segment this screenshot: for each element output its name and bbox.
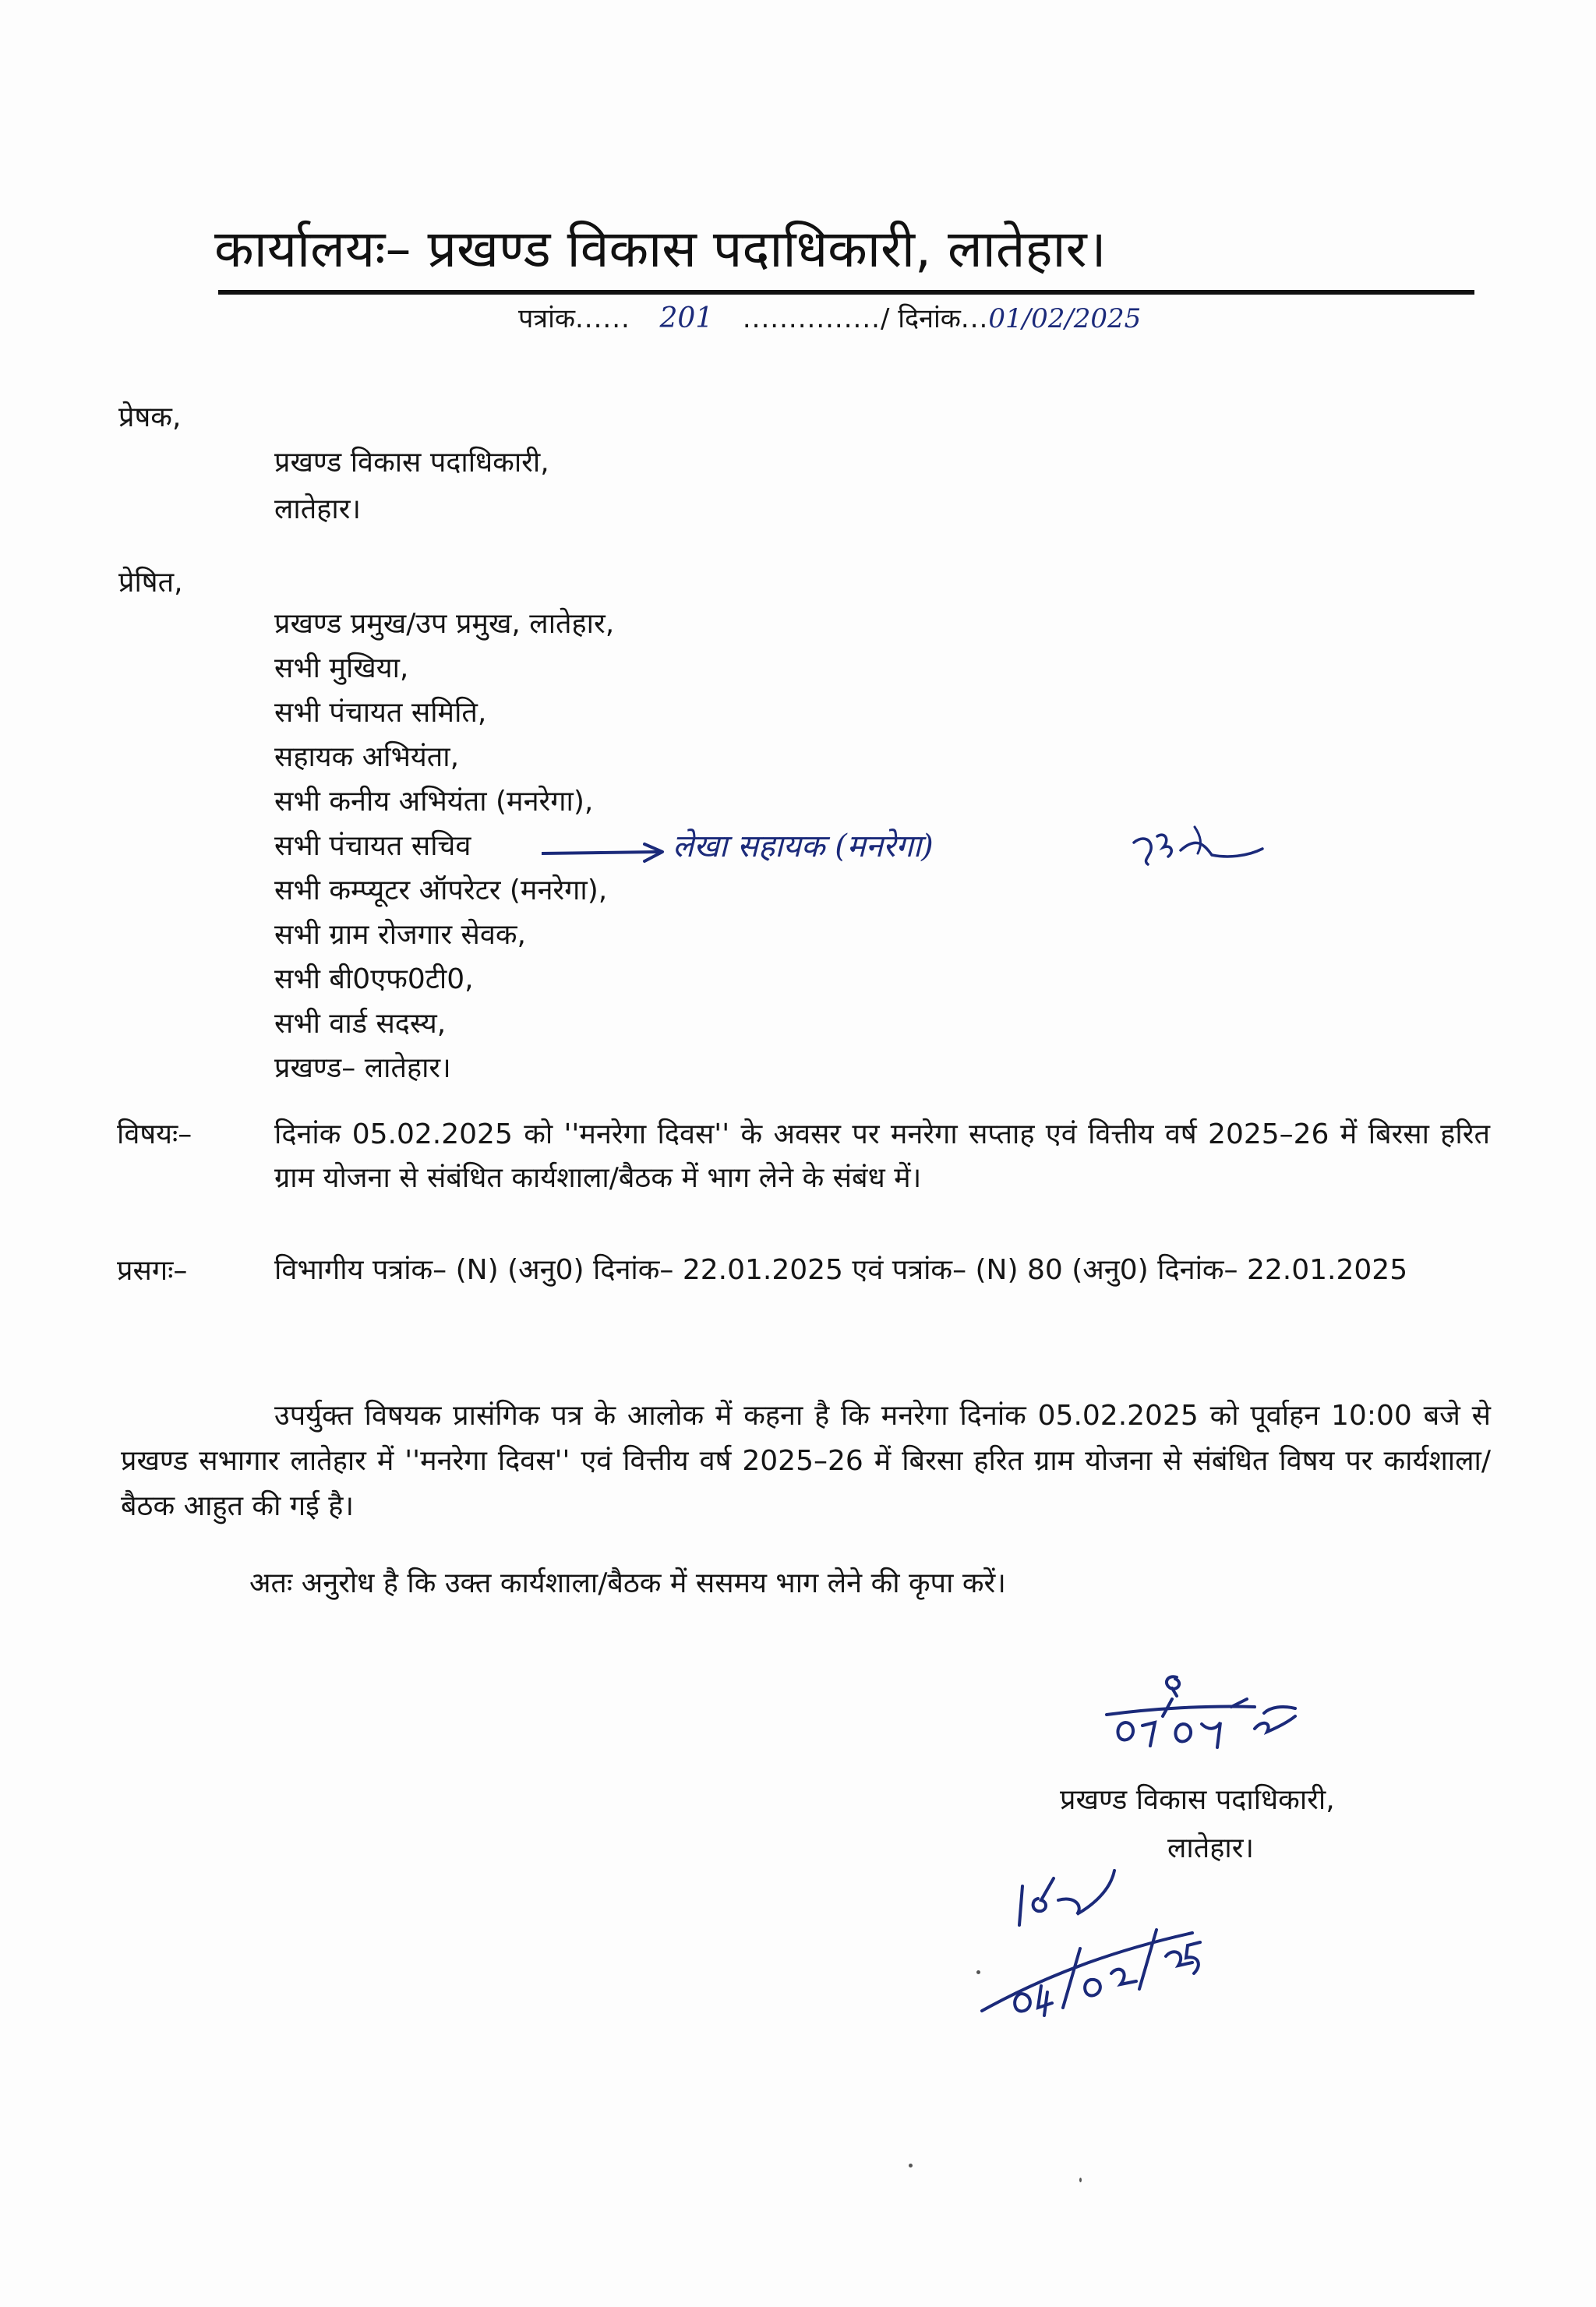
date-value: 01/02/2025 [988, 303, 1142, 334]
recipients-label: प्रेषित, [118, 567, 183, 599]
scan-speck [976, 1970, 980, 1974]
dotted-leader: ... [960, 303, 989, 334]
recipient-line: सभी पंचायत समिति, [274, 697, 487, 729]
recipient-line: प्रखण्ड प्रमुख/उप प्रमुख, लातेहार, [274, 608, 615, 640]
recipient-line: सभी पंचायत सचिव [274, 830, 471, 862]
sender-line: लातेहार। [274, 493, 362, 525]
sender-label: प्रेषक, [118, 401, 182, 433]
body-paragraph: उपर्युक्त विषयक प्रासंगिक पत्र के आलोक में कहना है कि मनरेगा दिनांक 05.02.2025 को पूर्वाहन 10:00 बजे से प्रखण्ड सभागार लातेहार में ''मनरेगा दिवस'' एवं वित्तीय वर्ष 2025–26 में बिरसा हरित ग्राम योजना से संबंधित विषय पर कार्यशाला/बैठक आहुत की गई है। [121, 1400, 1491, 1522]
reference-line [518, 299, 1142, 338]
title-underline [218, 290, 1474, 295]
reference-label: प्रसगः– [117, 1255, 188, 1287]
ref-number: 201 [659, 302, 714, 334]
recipient-line: सहायक अभियंता, [274, 741, 460, 773]
recipient-line: सभी वार्ड सदस्य, [274, 1008, 447, 1040]
scan-speck [909, 2164, 913, 2167]
recipient-line: सभी कम्प्यूटर ऑपरेटर (मनरेगा), [274, 874, 608, 906]
ref-label: पत्रांक [518, 303, 575, 334]
recipient-line: सभी कनीय अभियंता (मनरेगा), [274, 786, 594, 818]
scan-speck [1079, 2178, 1082, 2182]
date-label: / दिनांक [880, 303, 961, 334]
dotted-leader: ...... [575, 303, 630, 334]
office-title: कार्यालयः– प्रखण्ड विकास पदाधिकारी, लातेहार। [214, 219, 1107, 279]
subject-text: दिनांक 05.02.2025 को ''मनरेगा दिवस'' के अवसर पर मनरेगा सप्ताह एवं वित्तीय वर्ष 2025–26 में बिरसा हरित ग्राम योजना से संबंधित कार्यशाला/बैठक में भाग लेने के संबंध में। [274, 1118, 1490, 1194]
handwritten-note-text: लेखा सहायक (मनरेगा) [673, 828, 934, 864]
request-paragraph: अतः अनुरोध है कि उक्त कार्यशाला/बैठक में ससमय भाग लेने की कृपा करें। [249, 1567, 1006, 1599]
receipt-initials [966, 1855, 1216, 2050]
recipient-line: सभी ग्राम रोजगार सेवक, [274, 919, 526, 951]
handwritten-initials-icon [966, 1855, 1216, 2050]
signatory-place: लातेहार। [1167, 1832, 1255, 1864]
handwritten-annotation [542, 821, 1274, 883]
signatory-designation: प्रखण्ड विकास पदाधिकारी, [1060, 1784, 1335, 1816]
handwritten-signature-icon [1091, 1668, 1559, 1793]
reference-text: विभागीय पत्रांक– (N) (अनु0) दिनांक– 22.01.2025 एवं पत्रांक– (N) 80 (अनु0) दिनांक– 22.01.2025 [274, 1254, 1408, 1286]
dotted-leader: ............... [742, 303, 881, 334]
officer-signature [1091, 1668, 1559, 1793]
recipient-line: प्रखण्ड– लातेहार। [274, 1052, 451, 1084]
subject-label: विषयः– [117, 1118, 192, 1150]
sender-line: प्रखण्ड विकास पदाधिकारी, [274, 447, 549, 479]
recipient-line: सभी मुखिया, [274, 652, 409, 684]
recipient-line: सभी बी0एफ0टी0, [274, 963, 474, 995]
